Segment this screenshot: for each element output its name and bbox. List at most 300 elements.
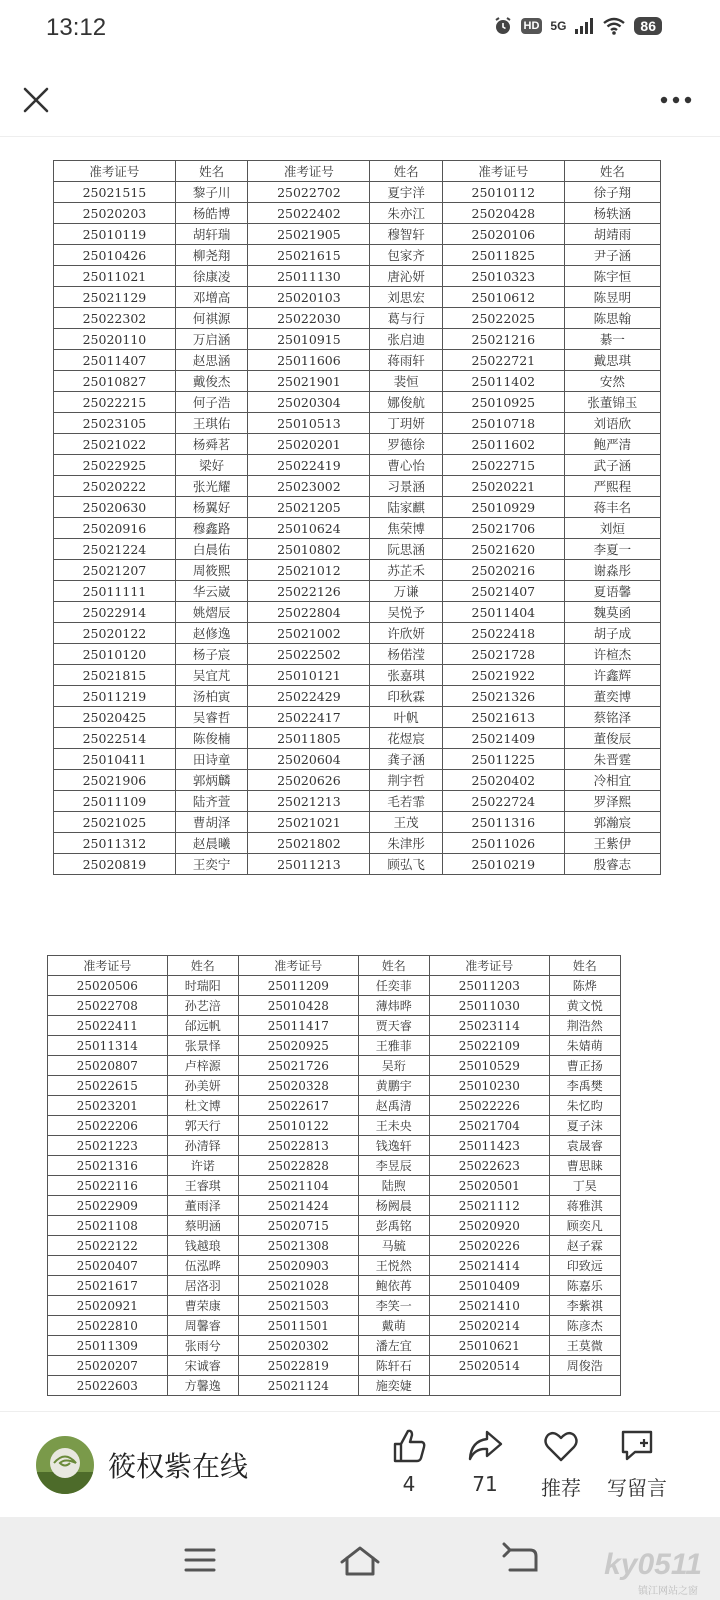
student-name-cell: 尹子涵 — [564, 245, 660, 266]
exam-id-cell: 25020207 — [48, 1356, 168, 1376]
exam-id-cell: 25022109 — [429, 1036, 549, 1056]
exam-id-cell: 25022909 — [48, 1196, 168, 1216]
status-time: 13:12 — [46, 14, 107, 41]
exam-id-cell: 25020110 — [54, 329, 176, 350]
student-name-cell: 黄鹏宇 — [358, 1076, 429, 1096]
table-row — [54, 791, 661, 812]
student-name-cell: 潘左宜 — [358, 1336, 429, 1356]
student-name-cell: 王悦然 — [358, 1256, 429, 1276]
menu-icon[interactable] — [170, 1540, 230, 1580]
exam-id-cell: 25020122 — [54, 623, 176, 644]
student-name-cell: 周筱熙 — [175, 560, 248, 581]
student-name-cell: 陆煦 — [358, 1176, 429, 1196]
exam-id-cell: 25010925 — [442, 392, 564, 413]
student-name-cell: 赵子霖 — [549, 1236, 620, 1256]
comment-label: 写留言 — [607, 1476, 667, 1500]
student-name-cell: 曹荣康 — [167, 1296, 238, 1316]
exam-id-cell: 25010120 — [54, 644, 176, 665]
exam-id-cell: 25020106 — [442, 224, 564, 245]
student-name-cell: 周俊浩 — [549, 1356, 620, 1376]
exam-id-cell: 25022126 — [248, 581, 370, 602]
student-name-cell: 武子涵 — [564, 455, 660, 476]
student-name-cell: 吴悦予 — [370, 602, 443, 623]
table-row — [54, 581, 661, 602]
student-name-cell: 宋诚睿 — [167, 1356, 238, 1376]
student-name-cell: 王奕宁 — [175, 854, 248, 875]
table-row — [54, 182, 661, 203]
exam-id-cell: 25021223 — [48, 1136, 168, 1156]
table-row — [48, 1276, 621, 1296]
exam-id-cell: 25020921 — [48, 1296, 168, 1316]
avatar-icon[interactable] — [36, 1436, 94, 1494]
student-name-cell: 田诗童 — [175, 749, 248, 770]
exam-id-cell: 25022122 — [48, 1236, 168, 1256]
exam-id-cell: 25021815 — [54, 665, 176, 686]
exam-id-cell: 25020201 — [248, 434, 370, 455]
exam-id-cell: 25011109 — [54, 791, 176, 812]
student-name-cell: 戴思琪 — [564, 350, 660, 371]
student-name-cell: 张雨兮 — [167, 1336, 238, 1356]
column-header: 姓名 — [564, 161, 660, 182]
exam-id-cell: 25011501 — [238, 1316, 358, 1336]
exam-id-cell: 25022724 — [442, 791, 564, 812]
student-name-cell: 白晨佑 — [175, 539, 248, 560]
exam-id-cell: 25022603 — [48, 1376, 168, 1396]
table-row — [54, 371, 661, 392]
exam-id-cell: 25021407 — [442, 581, 564, 602]
exam-id-cell: 25011602 — [442, 434, 564, 455]
table-body — [48, 976, 621, 1396]
comment-icon — [617, 1426, 657, 1466]
exam-id-cell: 25011030 — [429, 996, 549, 1016]
student-name-cell: 朱婧萌 — [549, 1036, 620, 1056]
student-name-cell: 戴俊杰 — [175, 371, 248, 392]
exam-id-cell: 25020103 — [248, 287, 370, 308]
table-row — [54, 455, 661, 476]
exam-id-cell: 25022623 — [429, 1156, 549, 1176]
student-name-cell: 赵晨曦 — [175, 833, 248, 854]
exam-id-cell: 25022215 — [54, 392, 176, 413]
student-name-cell: 居洛羽 — [167, 1276, 238, 1296]
exam-id-cell: 25021613 — [442, 707, 564, 728]
exam-id-cell — [429, 1376, 549, 1396]
student-name-cell: 吴珩 — [358, 1056, 429, 1076]
exam-id-cell: 25020214 — [429, 1316, 549, 1336]
exam-id-cell: 25023201 — [48, 1096, 168, 1116]
student-name-cell: 丁昊 — [549, 1176, 620, 1196]
student-name-cell: 赵禹清 — [358, 1096, 429, 1116]
table-row — [48, 1316, 621, 1336]
status-icons — [493, 16, 662, 36]
share-icon — [465, 1426, 505, 1466]
student-name-cell: 曹思睐 — [549, 1156, 620, 1176]
student-name-cell: 徐康凌 — [175, 266, 248, 287]
exam-id-cell: 25011407 — [54, 350, 176, 371]
exam-id-cell: 25021224 — [54, 539, 176, 560]
exam-id-cell: 25010915 — [248, 329, 370, 350]
exam-id-cell: 25022702 — [248, 182, 370, 203]
student-name-cell: 严熙程 — [564, 476, 660, 497]
exam-id-cell: 25010929 — [442, 497, 564, 518]
student-name-cell: 马毓 — [358, 1236, 429, 1256]
table-row — [54, 770, 661, 791]
exam-id-cell: 25022030 — [248, 308, 370, 329]
table-row — [48, 1116, 621, 1136]
student-name-cell: 薄炜晔 — [358, 996, 429, 1016]
student-name-cell: 蔡明涵 — [167, 1216, 238, 1236]
student-name-cell: 顾奕凡 — [549, 1216, 620, 1236]
student-name-cell: 安然 — [564, 371, 660, 392]
alarm-icon — [493, 16, 513, 36]
roster-table-2 — [47, 955, 621, 1396]
exam-id-cell: 25021617 — [48, 1276, 168, 1296]
student-name-cell: 顾弘飞 — [370, 854, 443, 875]
student-name-cell: 徐子翔 — [564, 182, 660, 203]
exam-id-cell: 25020514 — [429, 1356, 549, 1376]
student-name-cell: 许楦杰 — [564, 644, 660, 665]
exam-id-cell: 25020402 — [442, 770, 564, 791]
student-name-cell: 董雨泽 — [167, 1196, 238, 1216]
exam-id-cell: 25020302 — [238, 1336, 358, 1356]
exam-id-cell: 25022615 — [48, 1076, 168, 1096]
student-name-cell: 戴萌 — [358, 1316, 429, 1336]
student-name-cell: 刘思宏 — [370, 287, 443, 308]
top-bar — [0, 56, 720, 137]
share-count: 71 — [472, 1472, 498, 1496]
student-name-cell: 时瑞阳 — [167, 976, 238, 996]
exam-id-cell: 25010121 — [248, 665, 370, 686]
student-name-cell: 任奕菲 — [358, 976, 429, 996]
exam-id-cell: 25011402 — [442, 371, 564, 392]
student-name-cell: 方馨逸 — [167, 1376, 238, 1396]
exam-id-cell: 25022617 — [238, 1096, 358, 1116]
exam-id-cell: 25021213 — [248, 791, 370, 812]
student-name-cell: 孙艺涪 — [167, 996, 238, 1016]
exam-id-cell: 25010411 — [54, 749, 176, 770]
exam-id-cell: 25021706 — [442, 518, 564, 539]
table-row — [54, 350, 661, 371]
exam-id-cell: 25011312 — [54, 833, 176, 854]
exam-id-cell: 25021028 — [238, 1276, 358, 1296]
student-name-cell: 贾天睿 — [358, 1016, 429, 1036]
exam-id-cell: 25010119 — [54, 224, 176, 245]
table-row — [54, 224, 661, 245]
exam-id-cell: 25021906 — [54, 770, 176, 791]
column-header: 准考证号 — [429, 956, 549, 976]
comment-button[interactable] — [592, 1426, 682, 1501]
student-name-cell: 曹正扬 — [549, 1056, 620, 1076]
table-row — [54, 623, 661, 644]
student-name-cell: 荆浩然 — [549, 1016, 620, 1036]
student-name-cell: 李昱辰 — [358, 1156, 429, 1176]
exam-id-cell: 25020916 — [54, 518, 176, 539]
exam-id-cell: 25020221 — [442, 476, 564, 497]
student-name-cell: 曹心怡 — [370, 455, 443, 476]
student-name-cell: 王睿琪 — [167, 1176, 238, 1196]
student-name-cell: 张董锦玉 — [564, 392, 660, 413]
table-row — [54, 686, 661, 707]
exam-id-cell: 25022914 — [54, 602, 176, 623]
student-name-cell: 陈彦杰 — [549, 1316, 620, 1336]
student-name-cell: 吴宜芃 — [175, 665, 248, 686]
exam-id-cell: 25011417 — [238, 1016, 358, 1036]
author-name[interactable]: 筱权紫在线 — [108, 1450, 249, 1483]
student-name-cell: 伍泓晔 — [167, 1256, 238, 1276]
watermark-logo: ky0511 — [604, 1548, 702, 1581]
student-name-cell: 唐沁妍 — [370, 266, 443, 287]
student-name-cell: 蔡铭泽 — [564, 707, 660, 728]
student-name-cell: 杨阙晨 — [358, 1196, 429, 1216]
exam-id-cell: 25021410 — [429, 1296, 549, 1316]
exam-id-cell: 25022418 — [442, 623, 564, 644]
student-name-cell: 孙美妍 — [167, 1076, 238, 1096]
student-name-cell: 穆智轩 — [370, 224, 443, 245]
exam-id-cell: 25021802 — [248, 833, 370, 854]
student-name-cell: 董俊辰 — [564, 728, 660, 749]
exam-id-cell: 25011309 — [48, 1336, 168, 1356]
exam-id-cell: 25021025 — [54, 812, 176, 833]
student-name-cell: 王紫伊 — [564, 833, 660, 854]
exam-id-cell: 25022411 — [48, 1016, 168, 1036]
student-name-cell: 罗泽熙 — [564, 791, 660, 812]
student-name-cell: 夏子沫 — [549, 1116, 620, 1136]
student-name-cell: 焦荣博 — [370, 518, 443, 539]
table-row — [48, 1016, 621, 1036]
exam-id-cell: 25022514 — [54, 728, 176, 749]
table-row — [54, 728, 661, 749]
student-name-cell: 卢梓源 — [167, 1056, 238, 1076]
table-row — [48, 1056, 621, 1076]
exam-id-cell: 25022226 — [429, 1096, 549, 1116]
student-name-cell: 张启迪 — [370, 329, 443, 350]
column-header: 准考证号 — [54, 161, 176, 182]
exam-id-cell: 25021615 — [248, 245, 370, 266]
table-row — [54, 476, 661, 497]
exam-id-cell: 25020626 — [248, 770, 370, 791]
table-row — [48, 1376, 621, 1396]
exam-id-cell: 25021515 — [54, 182, 176, 203]
student-name-cell: 赵修逸 — [175, 623, 248, 644]
exam-id-cell: 25021021 — [248, 812, 370, 833]
student-name-cell: 华云崴 — [175, 581, 248, 602]
student-name-cell: 李笑一 — [358, 1296, 429, 1316]
exam-id-cell: 25011130 — [248, 266, 370, 287]
article-content[interactable] — [0, 137, 720, 1410]
student-name-cell: 丁玥妍 — [370, 413, 443, 434]
exam-id-cell: 25021704 — [429, 1116, 549, 1136]
thumb-up-icon — [389, 1426, 429, 1466]
student-name-cell: 蒋丰名 — [564, 497, 660, 518]
student-name-cell: 杨皓博 — [175, 203, 248, 224]
student-name-cell: 冷相宜 — [564, 770, 660, 791]
exam-id-cell: 25011209 — [238, 976, 358, 996]
table-row — [54, 203, 661, 224]
table-row — [48, 1336, 621, 1356]
student-name-cell: 杨轶涵 — [564, 203, 660, 224]
exam-id-cell: 25022810 — [48, 1316, 168, 1336]
table-row — [48, 1076, 621, 1096]
table-row — [48, 1296, 621, 1316]
exam-id-cell: 25020925 — [238, 1036, 358, 1056]
exam-id-cell: 25011111 — [54, 581, 176, 602]
exam-id-cell: 25022502 — [248, 644, 370, 665]
exam-id-cell: 25022429 — [248, 686, 370, 707]
column-header: 姓名 — [549, 956, 620, 976]
roster-table-1 — [53, 160, 661, 875]
column-header: 姓名 — [358, 956, 429, 976]
student-name-cell: 陈烨 — [549, 976, 620, 996]
recommend-label: 推荐 — [541, 1476, 581, 1500]
student-name-cell: 朱晋霆 — [564, 749, 660, 770]
student-name-cell: 赵思涵 — [175, 350, 248, 371]
student-name-cell: 刘语欣 — [564, 413, 660, 434]
student-name-cell: 董奕博 — [564, 686, 660, 707]
exam-id-cell: 25010428 — [238, 996, 358, 1016]
student-name-cell: 陆齐萱 — [175, 791, 248, 812]
student-name-cell: 阮思涵 — [370, 539, 443, 560]
exam-id-cell: 25020903 — [238, 1256, 358, 1276]
exam-id-cell: 25011225 — [442, 749, 564, 770]
exam-id-cell: 25011219 — [54, 686, 176, 707]
table-row — [48, 976, 621, 996]
exam-id-cell: 25011316 — [442, 812, 564, 833]
exam-id-cell: 25021905 — [248, 224, 370, 245]
table-row — [54, 854, 661, 875]
back-icon[interactable] — [490, 1540, 550, 1580]
table-row — [54, 560, 661, 581]
exam-id-cell: 25021726 — [238, 1056, 358, 1076]
exam-id-cell: 25020328 — [238, 1076, 358, 1096]
exam-id-cell: 25021104 — [238, 1176, 358, 1196]
more-icon[interactable] — [656, 86, 696, 114]
student-name-cell: 夏宇洋 — [370, 182, 443, 203]
table-row — [54, 329, 661, 350]
exam-id-cell: 25022819 — [238, 1356, 358, 1376]
student-name-cell: 钱逸轩 — [358, 1136, 429, 1156]
student-name-cell: 万谦 — [370, 581, 443, 602]
student-name-cell: 郭天行 — [167, 1116, 238, 1136]
exam-id-cell: 25020222 — [54, 476, 176, 497]
table-row — [54, 602, 661, 623]
student-name-cell: 胡靖雨 — [564, 224, 660, 245]
table-row — [54, 707, 661, 728]
exam-id-cell: 25011203 — [429, 976, 549, 996]
table-row — [54, 833, 661, 854]
exam-id-cell: 25021129 — [54, 287, 176, 308]
table-row — [54, 497, 661, 518]
exam-id-cell: 25020216 — [442, 560, 564, 581]
exam-id-cell: 25010827 — [54, 371, 176, 392]
student-name-cell: 许欣妍 — [370, 623, 443, 644]
student-name-cell: 胡轩瑞 — [175, 224, 248, 245]
student-name-cell: 龚子涵 — [370, 749, 443, 770]
student-name-cell: 谢淼彤 — [564, 560, 660, 581]
exam-id-cell: 25010718 — [442, 413, 564, 434]
student-name-cell: 杜文博 — [167, 1096, 238, 1116]
exam-id-cell: 25021326 — [442, 686, 564, 707]
column-header: 姓名 — [175, 161, 248, 182]
exam-id-cell: 25010409 — [429, 1276, 549, 1296]
student-name-cell: 陈俊楠 — [175, 728, 248, 749]
exam-id-cell: 25020501 — [429, 1176, 549, 1196]
column-header: 准考证号 — [48, 956, 168, 976]
exam-id-cell: 25021316 — [48, 1156, 168, 1176]
student-name-cell: 穆鑫路 — [175, 518, 248, 539]
table-row — [48, 1196, 621, 1216]
exam-id-cell: 25011825 — [442, 245, 564, 266]
student-name-cell: 朱亦江 — [370, 203, 443, 224]
table-row — [48, 1256, 621, 1276]
exam-id-cell: 25010426 — [54, 245, 176, 266]
table-row — [54, 308, 661, 329]
home-icon[interactable] — [330, 1540, 390, 1580]
exam-id-cell: 25011026 — [442, 833, 564, 854]
student-name-cell: 鲍依苒 — [358, 1276, 429, 1296]
student-name-cell: 蒋雅淇 — [549, 1196, 620, 1216]
student-name-cell: 王琪佑 — [175, 413, 248, 434]
heart-icon — [541, 1426, 581, 1466]
exam-id-cell: 25011021 — [54, 266, 176, 287]
exam-id-cell: 25023114 — [429, 1016, 549, 1036]
student-name-cell: 荆宇哲 — [370, 770, 443, 791]
student-name-cell: 陈思翰 — [564, 308, 660, 329]
student-name-cell: 袁晟睿 — [549, 1136, 620, 1156]
exam-id-cell: 25020715 — [238, 1216, 358, 1236]
close-icon[interactable] — [20, 84, 52, 116]
like-count: 4 — [402, 1472, 416, 1496]
exam-id-cell: 25010513 — [248, 413, 370, 434]
student-name-cell: 曹胡泽 — [175, 812, 248, 833]
table-row — [54, 266, 661, 287]
student-name-cell: 包家齐 — [370, 245, 443, 266]
exam-id-cell: 25021503 — [238, 1296, 358, 1316]
student-name-cell: 梁好 — [175, 455, 248, 476]
student-name-cell: 黄文悦 — [549, 996, 620, 1016]
exam-id-cell: 25010122 — [238, 1116, 358, 1136]
student-name-cell: 夏语馨 — [564, 581, 660, 602]
student-name-cell: 何子浩 — [175, 392, 248, 413]
student-name-cell — [549, 1376, 620, 1396]
table-row — [48, 1356, 621, 1376]
exam-id-cell: 25022025 — [442, 308, 564, 329]
exam-id-cell: 25010323 — [442, 266, 564, 287]
student-name-cell: 毛若霏 — [370, 791, 443, 812]
exam-id-cell: 25022116 — [48, 1176, 168, 1196]
exam-id-cell: 25010219 — [442, 854, 564, 875]
student-name-cell: 黎子川 — [175, 182, 248, 203]
student-name-cell: 钱越琅 — [167, 1236, 238, 1256]
exam-id-cell: 25020226 — [429, 1236, 549, 1256]
student-name-cell: 苏芷禾 — [370, 560, 443, 581]
exam-id-cell: 25022804 — [248, 602, 370, 623]
student-name-cell: 汤柏寅 — [175, 686, 248, 707]
hd-badge: HD — [521, 18, 543, 34]
exam-id-cell: 25020428 — [442, 203, 564, 224]
exam-id-cell: 25020604 — [248, 749, 370, 770]
exam-id-cell: 25022417 — [248, 707, 370, 728]
exam-id-cell: 25021216 — [442, 329, 564, 350]
exam-id-cell: 25022708 — [48, 996, 168, 1016]
student-name-cell: 朱津彤 — [370, 833, 443, 854]
table-header-row — [48, 956, 621, 976]
student-name-cell: 娜俊航 — [370, 392, 443, 413]
exam-id-cell: 25021012 — [248, 560, 370, 581]
table-row — [48, 1216, 621, 1236]
exam-id-cell: 25022721 — [442, 350, 564, 371]
student-name-cell: 何祺源 — [175, 308, 248, 329]
student-name-cell: 陆家麒 — [370, 497, 443, 518]
student-name-cell: 王莫微 — [549, 1336, 620, 1356]
